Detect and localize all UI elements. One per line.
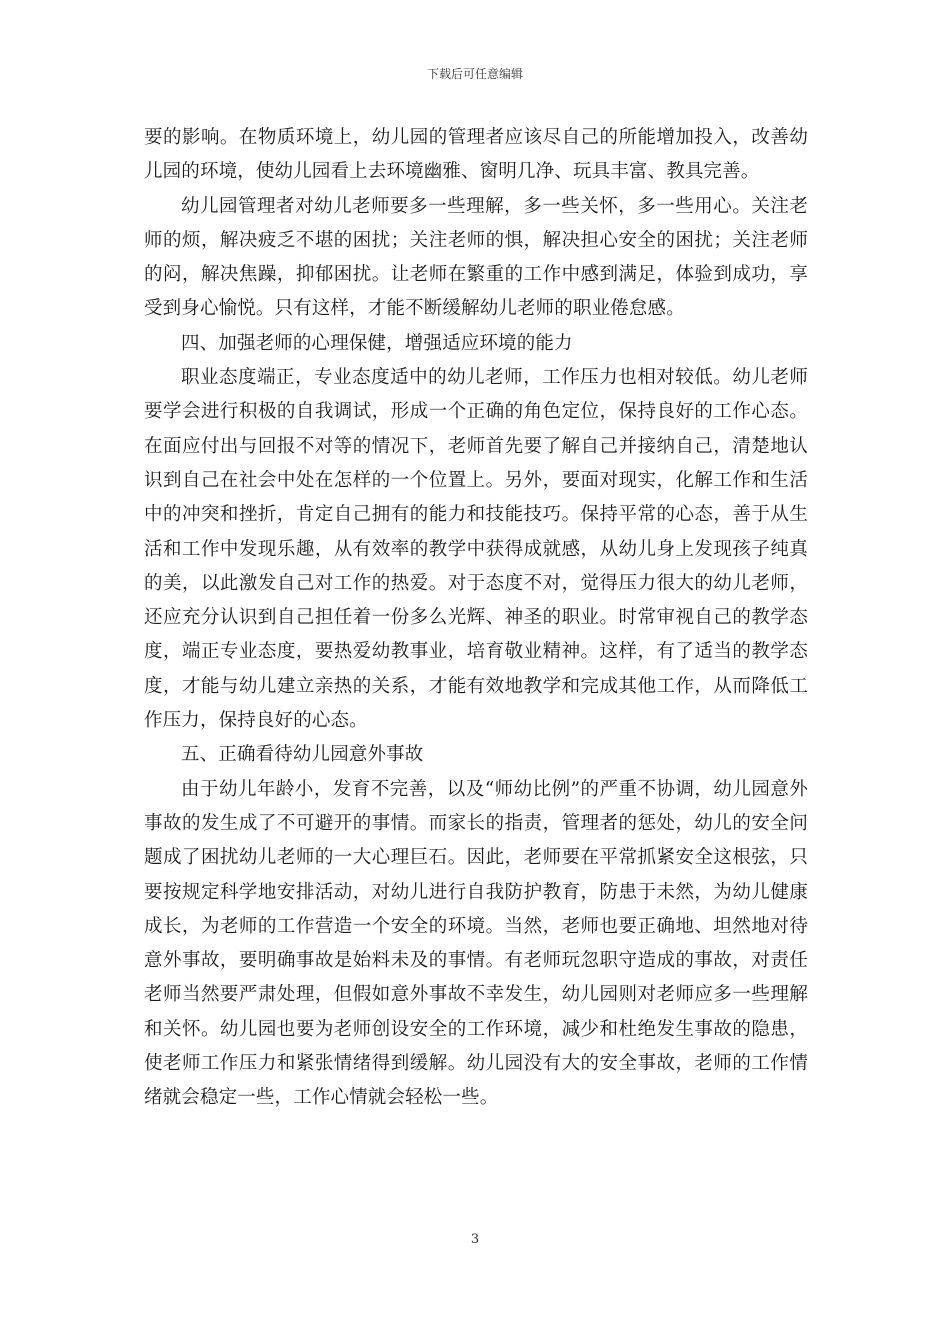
paragraph: 幼儿园管理者对幼儿老师要多一些理解，多一些关怀，多一些用心。关注老师的烦，解决疲乏不堪的困扰；关注老师的惧，解决担心安全的困扰；关注老师的闷，解决焦躁，抑郁困扰。让老师在繁重的工作中感到满足，体验到成功，享受到身心愉悦。只有这样，才能不断缓解幼儿老师的职业倦怠感。 (144, 195, 808, 320)
page-number: 3 (470, 1232, 480, 1247)
paragraph: 由于幼儿年龄小，发育不完善，以及“师幼比例”的严重不协调，幼儿园意外事故的发生成了不可避开的事情。而家长的指责，管理者的惩处，幼儿的安全问题成了困扰幼儿老师的一大心理巨石。因此，老师要在平常抓紧安全这根弦，只要按规定科学地安排活动，对幼儿进行自我防护教育，防患于未然，为幼儿健康成长，为老师的工作营造一个安全的环境。当然，老师也要正确地、坦然地对待意外事故，要明确事故是始料未及的事情。有老师玩忽职守造成的事故，对责任老师当然要严肃处理，但假如意外事故不幸发生，幼儿园则对老师应多一些理解和关怀。幼儿园也要为老师创设安全的工作环境，减少和杜绝发生事故的隐患，使老师工作压力和紧张情绪得到缓解。幼儿园没有大的安全事故，老师的工作情绪就会稳定一些，工作心情就会轻松一些。 (144, 778, 808, 1109)
page-header: 下载后可任意编辑 (426, 67, 523, 81)
document-body (144, 121, 808, 1116)
section-heading: 四、加强老师的心理保健，增强适应环境的能力 (181, 332, 573, 354)
paragraph: 职业态度端正，专业态度适中的幼儿老师，工作压力也相对较低。幼儿老师要学会进行积极的自我调试，形成一个正确的角色定位，保持良好的工作心态。在面应付出与回报不对等的情况下，老师首先要了解自己并接纳自己，清楚地认识到自己在社会中处在怎样的一个位置上。另外，要面对现实，化解工作和生活中的冲突和挫折，肯定自己拥有的能力和技能技巧。保持平常的心态，善于从生活和工作中发现乐趣，从有效率的教学中获得成就感，从幼儿身上发现孩子纯真的美，以此激发自己对工作的热爱。对于态度不对，觉得压力很大的幼儿老师，还应充分认识到自己担任着一份多么光辉、神圣的职业。时常审视自己的教学态度，端正专业态度，要热爱幼教事业，培育敬业精神。这样，有了适当的教学态度，才能与幼儿建立亲热的关系，才能有效地教学和完成其他工作，从而降低工作压力，保持良好的心态。 (144, 367, 808, 732)
section-heading: 五、正确看待幼儿园意外事故 (181, 744, 424, 766)
paragraph-continued: 要的影响。在物质环境上，幼儿园的管理者应该尽自己的所能增加投入，改善幼儿园的环境，使幼儿园看上去环境幽雅、窗明几净、玩具丰富、教具完善。 (144, 127, 808, 183)
